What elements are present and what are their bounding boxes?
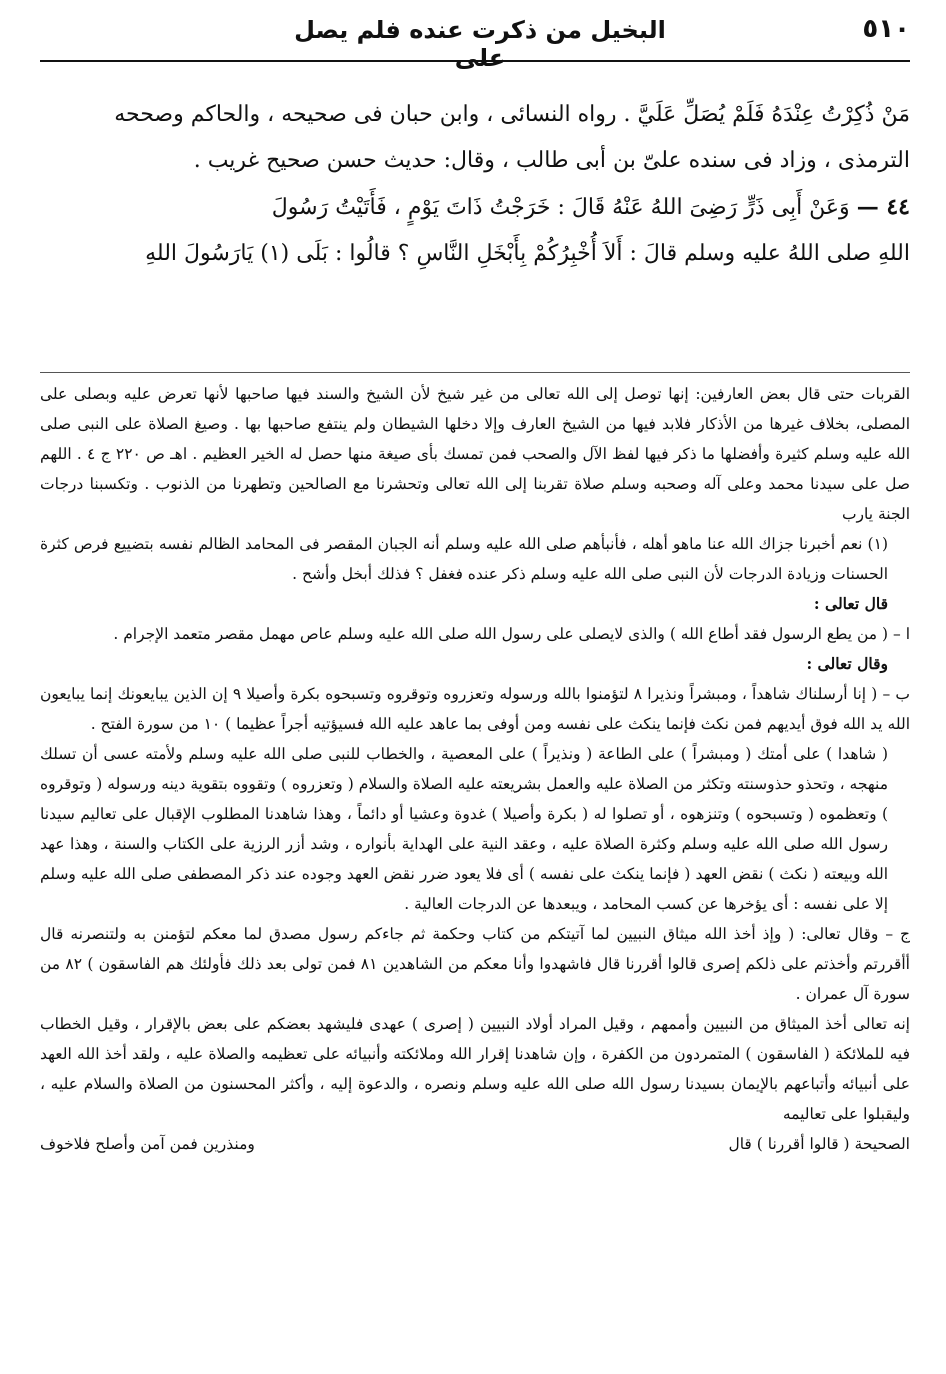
main-text (40, 92, 910, 277)
footnote-item-b: ب – ( إنا أرسلناك شاهداً ، ومبشراً ونذيرا ٨ لتؤمنوا بالله ورسوله وتعزروه وتوقروه وتسبحوه بكرة وأصيلا ٩ إن الذين يبايعونك إنما يبايعون الله يد الله فوق أيديهم فمن نكث فإنما ينكث على نفسه ومن أوفى بما عاهد عليه الله فسيؤتيه أجراً عظيما ) ١٠ من سورة الفتح . (40, 685, 910, 733)
footnotes (40, 372, 910, 1159)
main-line-3: وَعَنْ أَبِى ذَرٍّ رَضِىَ اللهُ عَنْهُ قَالَ : خَرَجْتُ ذَاتَ يَوْمٍ ، فَأَتَيْتُ رَسُولَ (271, 195, 850, 220)
footnote-last-line (40, 1129, 910, 1159)
main-line-4: اللهِ صلى اللهُ عليه وسلم قالَ : أَلاَ أُخْبِرُكُمْ بِأَبْخَلِ النَّاسِ ؟ قالُوا : بَلَى (١) يَارَسُولَ اللهِ (145, 241, 910, 266)
hadith-paragraph (40, 184, 910, 231)
footnote-last-line-left: ومنذرين فمن آمن وأصلح فلاخوف (40, 1135, 255, 1153)
main-line-1: مَنْ ذُكِرْتُ عِنْدَهُ فَلَمْ يُصَلِّ عَلَيَّ . رواه النسائى ، وابن حبان فى صحيحه ، والحاكم وصححه (114, 102, 910, 127)
footnote-paragraph-2: (١) نعم أخبرنا جزاك الله عنا ماهو أهله ، فأنبأهم صلى الله عليه وسلم أنه الجبان المقصر فى المحامد الظالم نفسه بتضييع فرص كثرة الحسنات وزيادة الدرجات لأن النبى صلى الله عليه وسلم ذكر عنده فغفل ؟ فذلك أبخل وأشح . (40, 535, 888, 583)
footnote-heading-1: قال تعالى : (813, 594, 888, 613)
footnote-paragraph-1: القربات حتى قال بعض العارفين: إنها توصل إلى الله تعالى من غير شيخ لأن الشيخ والسند فيها صاحبها لأنها تعرض عليه وبصلى على المصلى، بخلاف غيرها من الأذكار فلابد فيها من الشيخ العارف وإلا دخلها الشيطان ولم ينتفع صاحبها بها . وصيغ الصلاة على النبى صلى الله عليه وسلم كثيرة وأفضلها ما ذكر فيها لفظ الآل والصحب فمن تمسك بأى صيغة منها حصل له الخير العظيم . اهـ ص ٢٢٠ ج ٤ . اللهم صل على سيدنا محمد وعلى آله وصحبه وسلم صلاة تقربنا إلى الله تعالى وتحشرنا مع الصالحين وتطهرنا من الذنوب . وتكسبنا درجات الجنة يارب (40, 385, 911, 523)
footnote-item-b-explanation: ( شاهدا ) على أمتك ( ومبشراً ) على الطاعة ( ونذيراً ) على المعصية ، والخطاب للنبى صلى الله عليه وسلم ولأمته عسى أن تسلك منهجه ، وتحذو حذوسنته وتكثر من الصلاة عليه والعمل بشريعته عليه الصلاة والسلام ( وتعزروه ) وتقووه بتقوية دينه ورسوله ( وتوقروه ) وتعظموه ( وتسبحوه ) وتنزهوه ، أو تصلوا له ( بكرة وأصيلا ) غدوة وعشيا أو دائماً ، وهذا شاهدنا المطلوب الإقبال على تعاليم سيدنا رسول الله صلى الله عليه وسلم وكثرة الصلاة عليه ، وعقد النية على الهداية بأنواره ، وشد أزر الرزية على الكتاب والسنة ، وهذا عهد الله وبيعته ( نكث ) نقض العهد ( فإنما ينكث على نفسه ) أى فلا يعود ضرر نقض العهد وجوده عند ذكر المصطفى صلى الله عليه وسلم إلا على نفسه : أى يؤخرها عن كسب المحامد ، ويبعدها عن الدرجات العالية . (40, 745, 888, 913)
footnote-item-c: ج – وقال تعالى: ( وإذ أخذ الله ميثاق النبيين لما آتيتكم من كتاب وحكمة ثم جاءكم رسول مصدق لما معكم لتؤمنن به ولتنصرنه قال أأقررتم وأخذتم على ذلكم إصرى قالوا أقررنا قال فاشهدوا وأنا معكم من الشاهدين ٨١ فمن تولى بعد ذلك فأولئك هم الفاسقون ) ٨٢ من سورة آل عمران . (40, 925, 910, 1003)
hadith-number: ٤٤ — (856, 194, 910, 220)
footnote-heading-2: وقال تعالى : (806, 654, 888, 673)
footnote-item-a: ا – ( من يطع الرسول فقد أطاع الله ) والذى لايصلى على رسول الله صلى الله عليه وسلم عاص مهمل مقصر متعمد الإجرام . (113, 625, 910, 643)
footnote-last-line-right: الصحيحة ( قالوا أقررنا ) قال (728, 1135, 910, 1153)
page-header (40, 8, 910, 72)
main-line-2: الترمذى ، وزاد فى سنده علىّ بن أبى طالب ، وقال: حديث حسن صحيح غريب . (193, 148, 910, 173)
page-number: ٥١٠ (862, 14, 910, 44)
page-title: البخيل من ذكرت عنده فلم يصل على (294, 16, 666, 72)
footnote-item-c-explanation: إنه تعالى أخذ الميثاق من النبيين وأممهم ، وقيل المراد أولاد النبيين ( إصرى ) عهدى فليشهد بعضكم على بعض بالإقرار ، وقيل الخطاب فيه للملائكة ( الفاسقون ) المتمردون من الكفرة ، وإن شاهدنا إقرار الله وملائكته وأنبيائه على تعظيمه والصلاة عليه ، ولقد أخذ الله العهد على أنبيائه وأتباعهم بالإيمان بسيدنا رسول الله صلى الله عليه وسلم ونصره ، والدعوة إليه ، وأكثر المحسنون من الصلاة والسلام عليه ، وليقبلوا على تعاليمه (40, 1015, 910, 1123)
